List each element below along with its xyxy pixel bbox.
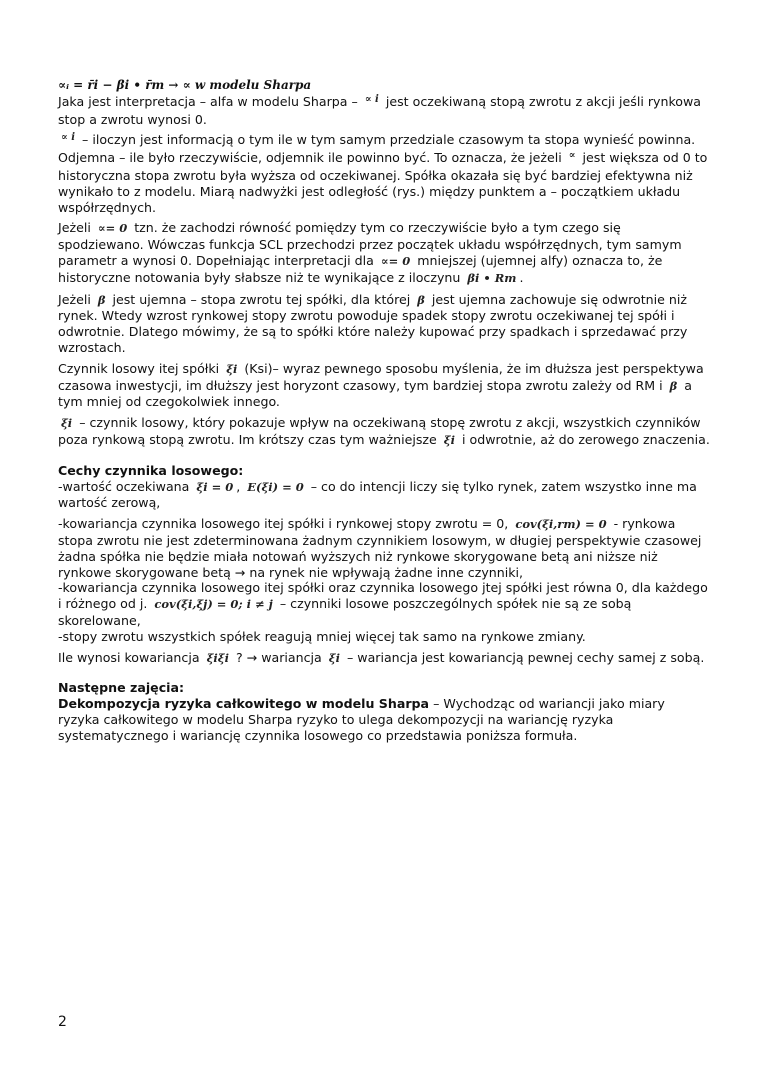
document-page xyxy=(58,78,710,743)
paragraph-xi-definition: ξi – czynnik losowy, który pokazuje wpływ na oczekiwaną stopę zwrotu z akcji, wszystkich czynników poza rynkową stopą zwrotu. Im krótszy czas tym ważniejsze ξi i odwrotnie, aż do zerowego znaczenia. xyxy=(58,415,710,447)
xi-symbol: ξi xyxy=(226,361,238,376)
paragraph-covariance-variance: Ile wynosi kowariancja ξiξi ? → wariancja ξi – wariancja jest kowariancją pewnej cechy samej z sobą. xyxy=(58,649,705,665)
xi-xi-formula: ξiξi xyxy=(206,650,229,665)
beta-symbol: β xyxy=(669,378,678,393)
paragraph-random-factor: Czynnik losowy itej spółki ξi (Ksi)– wyraz pewnego sposobu myślenia, że im dłuższa jest perspektywa czasowa inwestycji, im dłuższy jest horyzont czasowy, tym bardziej stopa zwrotu zależy od RM i β a tym mniej od czegokolwiek innego. xyxy=(58,360,704,410)
beta-symbol: β xyxy=(97,292,106,307)
alpha-i-symbol: ∝ i xyxy=(364,93,379,105)
paragraph-alpha-interpretation: Jaka jest interpretacja – alfa w modelu Sharpa – $^{\propto i}$ jest oczekiwaną stopą zwrotu z akcji jeśli rynkowa stop a zwrotu wynosi 0. xyxy=(58,93,702,127)
sharpe-alpha-formula: ∝ᵢ = r̄i − βi • r̄m → ∝ w modelu Sharpa xyxy=(58,78,312,92)
cov-xi-xj-formula: cov(ξi,ξj) = 0; i ≠ j xyxy=(154,597,273,612)
beta-symbol: β xyxy=(417,292,425,307)
feature-covariance-market: -kowariancja czynnika losowego itej spółki i rynkowej stopy zwrotu = 0, cov(ξi,rm) = 0 - rynkowa stopa zwrotu nie jest zdeterminowana żadnym czynnikiem losowym, w długiej perspektywie czasowej żadna spółka nie będzie miała notowań wyższych niż rynkowe skorygowane betą ani niższe niż rynkowe skorygowane betą → na rynek nie wpływają żadne inne czynniki, xyxy=(58,516,702,580)
risk-decomposition-title: Dekompozycja ryzyka całkowitego w modelu Sharpa xyxy=(58,696,430,712)
feature-market-reaction: -stopy zwrotu wszystkich spółek reagują mniej więcej tak samo na rynkowe zmiany. xyxy=(58,628,586,644)
feature-expected-value: -wartość oczekiwana ξi = 0 , E(ξi) = 0 – co do intencji liczy się tylko rynek, zatem wszystko inne ma wartość zerową, xyxy=(58,478,697,511)
beta-rm-formula: βi • Rm xyxy=(467,270,517,285)
heading-next-class: Następne zajęcia: xyxy=(58,680,185,696)
xi-symbol: ξi xyxy=(328,650,340,665)
alpha-i-symbol: ∝ i xyxy=(61,132,75,144)
paragraph-alpha-zero: Jeżeli ∝= 0 tzn. że zachodzi równość pomiędzy tym co rzeczywiście było a tym czego się spodziewano. Wówczas funkcja SCL przechodzi przez początek układu współrzędnych, tym samym parametr a wynosi 0. Dopełniając interpretacji dla ∝= 0 mniejszej (ujemnej alfy) oznacza to, że historyczne notowania były słabsze niż te wynikające z iloczynu βi • Rm . xyxy=(58,220,682,285)
cov-xi-rm-formula: cov(ξi,rm) = 0 xyxy=(515,517,607,532)
alpha-symbol: ∝ xyxy=(568,150,576,162)
xi-equals-zero-formula: ξi = 0 xyxy=(196,479,234,494)
alpha-equals-zero-formula: ∝= 0 xyxy=(97,221,128,236)
page-number: 2 xyxy=(58,1014,67,1030)
alpha-equals-zero-formula: ∝= 0 xyxy=(380,253,411,268)
expected-xi-formula: E(ξi) = 0 xyxy=(247,479,304,494)
xi-symbol: ξi xyxy=(61,416,73,431)
feature-covariance-firms: -kowariancja czynnika losowego itej spółki oraz czynnika losowego jtej spółki jest równa 0, dla każdego i różnego od j. cov(ξi,ξj) = 0; i ≠ j – czynniki losowe poszczególnych spółek nie są ze sobą skorelowane, xyxy=(58,580,708,628)
xi-symbol: ξi xyxy=(443,432,455,447)
paragraph-negative-beta: Jeżeli β jest ujemna – stopa zwrotu tej spółki, dla której β jest ujemna zachowuje się odwrotnie niż rynek. Wtedy wzrost rynkowej stopy zwrotu powoduje spadek stopy zwrotu oczekiwanej tej spółi i odwrotnie. Dlatego mówimy, że są to spółki które należy kupować przy spadkach i sprzedawać przy wzrostach. xyxy=(58,291,688,355)
heading-random-factor-features: Cechy czynnika losowego: xyxy=(58,462,244,478)
paragraph-product-info: $^{\propto i}$ – iloczyn jest informacją o tym ile w tym samym przedziale czasowym ta stopa wynieść powinna. Odjemna – ile było rzeczywiście, odjemnik ile powinno być. To oznacza, że jeżeli ∝ jest większa od 0 to historyczna stopa zwrotu była wyższa od oczekiwanej. Spółka okazała się być bardziej efektywna niż wynikało to z modelu. Miarą nadwyżki jest odległość (rys.) między punktem a – początkiem układu współrzędnych. xyxy=(58,132,708,215)
paragraph-risk-decomposition: Dekompozycja ryzyka całkowitego w modelu Sharpa – Wychodząc od wariancji jako miary ryzyka całkowitego w modelu Sharpa ryzyko to ulega dekompozycji na wariancję ryzyka systematycznego i wariancję czynnika losowego co przedstawia poniższa formuła. xyxy=(58,696,665,743)
